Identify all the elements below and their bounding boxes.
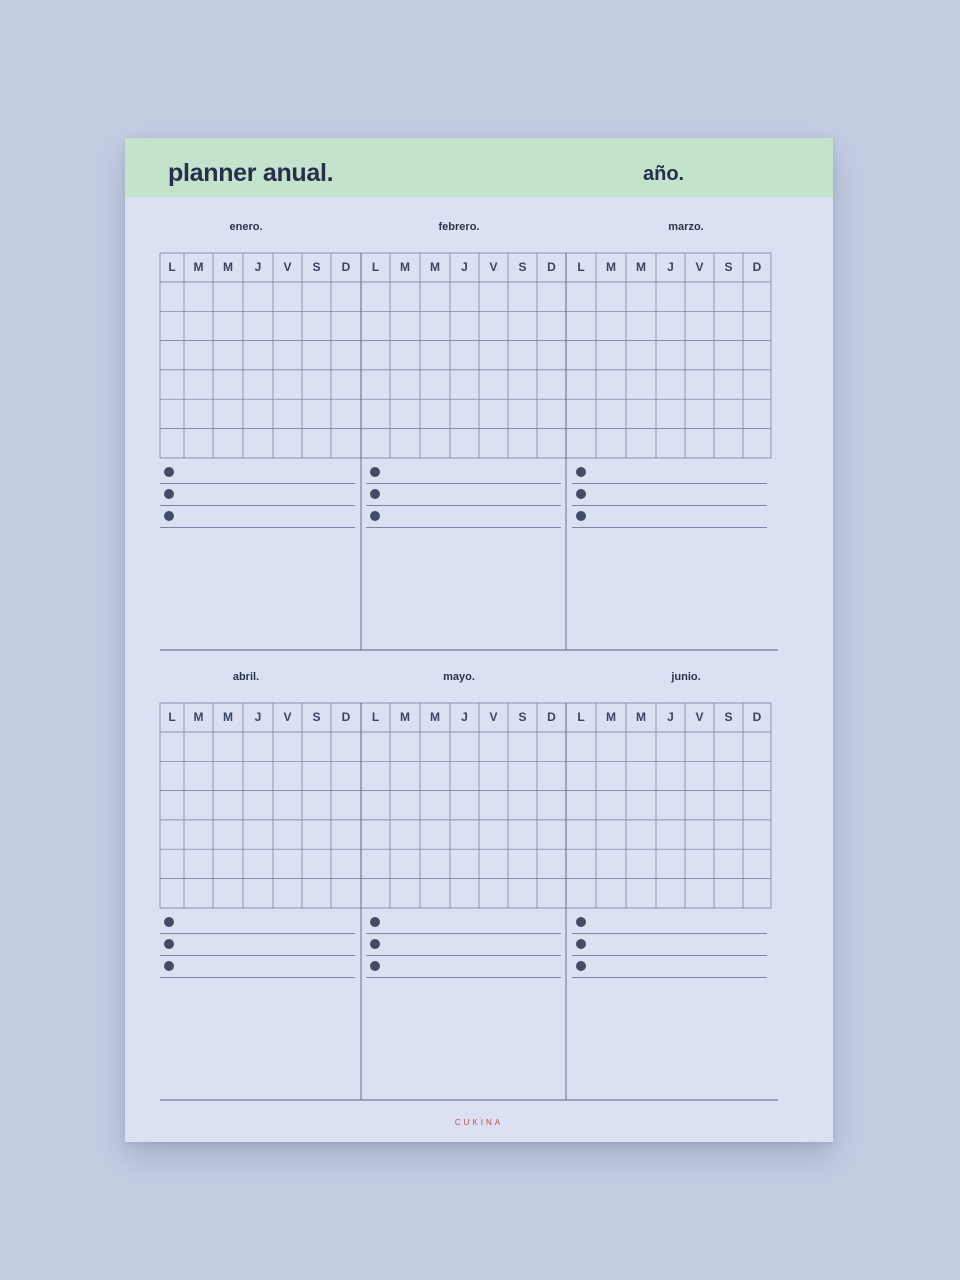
weekday-letter: M: [400, 710, 410, 724]
weekday-letter: L: [577, 710, 585, 724]
bullet-point: [576, 489, 586, 499]
weekday-letter: M: [606, 260, 616, 274]
weekday-letter: L: [371, 710, 380, 724]
bullet-point: [576, 939, 586, 949]
bullet-point: [370, 917, 380, 927]
weekday-letter: L: [168, 260, 176, 274]
weekday-letter: S: [724, 260, 733, 274]
note-line: [366, 955, 561, 956]
bullet-point: [576, 961, 586, 971]
weekday-letter: L: [577, 260, 585, 274]
weekday-letter: V: [695, 710, 704, 724]
weekday-letter: D: [752, 710, 762, 724]
bullet-point: [164, 489, 174, 499]
weekday-letter: D: [547, 710, 556, 724]
weekday-letter: J: [461, 710, 468, 724]
bullet-point: [370, 511, 380, 521]
weekday-letter: S: [312, 260, 321, 274]
bullet-point: [576, 511, 586, 521]
weekday-letter: M: [606, 710, 616, 724]
weekday-letter: M: [223, 260, 233, 274]
weekday-letter: S: [518, 710, 527, 724]
weekday-letter: S: [518, 260, 527, 274]
weekday-letter: S: [724, 710, 733, 724]
note-line: [366, 483, 561, 484]
note-line: [160, 977, 355, 978]
weekday-letter: J: [667, 710, 674, 724]
bullet-point: [576, 917, 586, 927]
weekday-letter: L: [371, 260, 380, 274]
weekday-letter: J: [667, 260, 674, 274]
weekday-letter: V: [283, 710, 292, 724]
bullet-point: [164, 467, 174, 477]
weekday-letter: V: [489, 710, 498, 724]
note-line: [572, 505, 767, 506]
weekday-letter: M: [193, 710, 204, 724]
note-line: [160, 527, 355, 528]
bullet-point: [576, 467, 586, 477]
bullet-point: [370, 939, 380, 949]
year-label: año.: [643, 163, 685, 185]
note-line: [366, 933, 561, 934]
month-name: marzo.: [668, 221, 704, 233]
bullet-point: [164, 511, 174, 521]
weekday-letter: M: [430, 260, 440, 274]
note-line: [160, 483, 355, 484]
calendar-grid: [125, 138, 833, 1142]
note-line: [366, 527, 561, 528]
bullet-point: [164, 917, 174, 927]
weekday-letter: V: [489, 260, 498, 274]
weekday-letter: D: [341, 260, 351, 274]
weekday-letter: V: [283, 260, 292, 274]
note-line: [572, 955, 767, 956]
weekday-letter: M: [400, 260, 410, 274]
weekday-letter: D: [547, 260, 556, 274]
month-name: enero.: [229, 221, 263, 233]
note-line: [160, 955, 355, 956]
month-name: junio.: [671, 671, 701, 683]
weekday-letter: J: [254, 710, 262, 724]
note-line: [160, 505, 355, 506]
bullet-point: [370, 489, 380, 499]
weekday-letter: S: [312, 710, 321, 724]
bullet-point: [370, 467, 380, 477]
month-name: febrero.: [438, 221, 480, 233]
weekday-letter: M: [636, 710, 646, 724]
note-line: [572, 977, 767, 978]
bullet-point: [370, 961, 380, 971]
note-line: [572, 933, 767, 934]
month-name: mayo.: [443, 671, 475, 683]
note-line: [366, 505, 561, 506]
note-line: [572, 527, 767, 528]
planner-sheet: [125, 138, 833, 1142]
note-line: [160, 933, 355, 934]
weekday-letter: M: [430, 710, 440, 724]
weekday-letter: M: [223, 710, 233, 724]
weekday-letter: L: [168, 710, 176, 724]
bullet-point: [164, 961, 174, 971]
weekday-letter: J: [254, 260, 262, 274]
weekday-letter: M: [193, 260, 204, 274]
note-line: [572, 483, 767, 484]
month-name: abril.: [232, 671, 260, 683]
bullet-point: [164, 939, 174, 949]
weekday-letter: J: [461, 260, 468, 274]
brand-logo: CUKINA: [454, 1118, 504, 1127]
note-line: [366, 977, 561, 978]
weekday-letter: M: [636, 260, 646, 274]
weekday-letter: V: [695, 260, 704, 274]
weekday-letter: D: [341, 710, 351, 724]
weekday-letter: D: [752, 260, 762, 274]
page-title: planner anual.: [168, 159, 334, 187]
